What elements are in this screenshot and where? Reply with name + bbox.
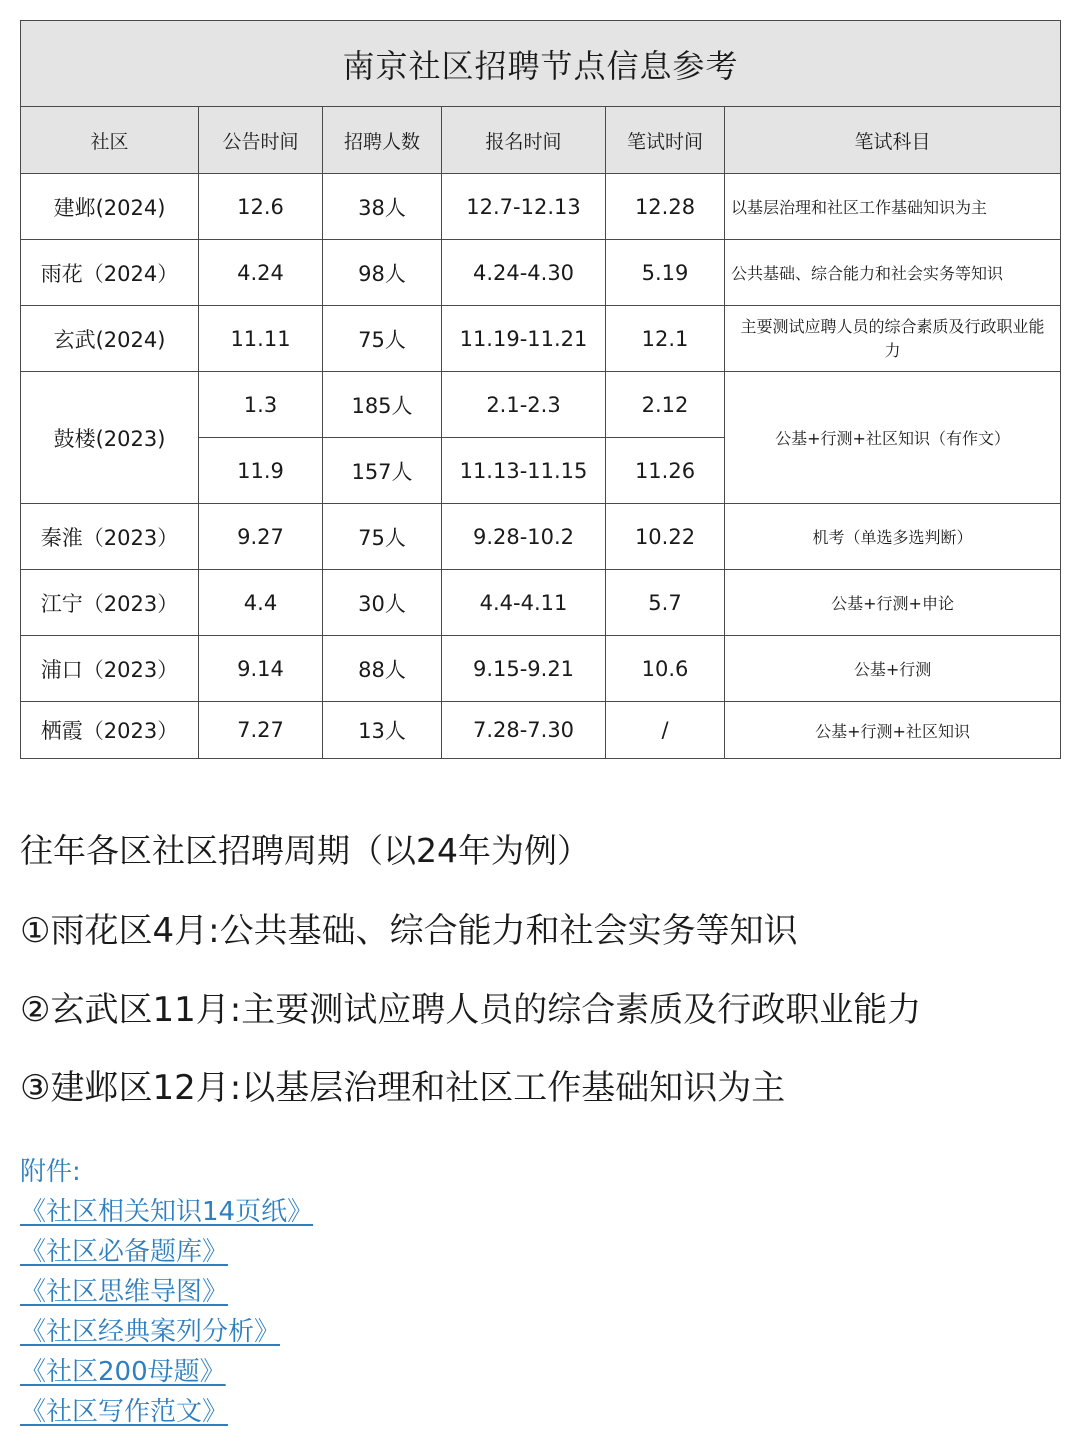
cell-count: 75人: [323, 504, 442, 570]
cell-community: 鼓楼(2023): [21, 372, 199, 504]
attachment-link-question-bank[interactable]: 《社区必备题库》: [20, 1237, 229, 1267]
cell-exam: 12.28: [606, 174, 725, 240]
cell-community: 浦口（2023）: [21, 636, 199, 702]
cell-community: 江宁（2023）: [21, 570, 199, 636]
attachments-label: 附件:: [20, 1157, 81, 1187]
cell-notice: 4.24: [199, 240, 323, 306]
cell-subject: 以基层治理和社区工作基础知识为主: [725, 174, 1061, 240]
cell-notice: 12.6: [199, 174, 323, 240]
cell-notice: 4.4: [199, 570, 323, 636]
cell-count: 98人: [323, 240, 442, 306]
cell-signup: 2.1-2.3: [442, 372, 606, 438]
table-row: [21, 306, 1061, 372]
attachment-link-case-analysis[interactable]: 《社区经典案列分析》: [20, 1317, 281, 1347]
cell-signup: 4.4-4.11: [442, 570, 606, 636]
cell-count: 30人: [323, 570, 442, 636]
col-header-signup-period: 报名时间: [442, 107, 606, 174]
attachment-link-mind-map[interactable]: 《社区思维导图》: [20, 1277, 229, 1307]
cell-exam: /: [606, 702, 725, 759]
cell-count: 157人: [323, 438, 442, 504]
cycle-item-yuhua: ①雨花区4月:公共基础、综合能力和社会实务等知识: [20, 911, 798, 951]
cell-community: 建邺(2024): [21, 174, 199, 240]
table-row: [21, 636, 1061, 702]
cell-notice: 1.3: [199, 372, 323, 438]
cell-subject: 公基+行测+申论: [725, 570, 1061, 636]
cell-subject: 公基+行测: [725, 636, 1061, 702]
table-row: [21, 570, 1061, 636]
cell-subject: 公基+行测+社区知识（有作文）: [725, 372, 1061, 504]
cell-subject: 公基+行测+社区知识: [725, 702, 1061, 759]
cell-exam: 10.6: [606, 636, 725, 702]
table-row: [21, 504, 1061, 570]
cell-exam: 12.1: [606, 306, 725, 372]
cell-community: 雨花（2024）: [21, 240, 199, 306]
cell-notice: 11.9: [199, 438, 323, 504]
table-row: [21, 240, 1061, 306]
table-header-row: [21, 107, 1061, 174]
cell-exam: 11.26: [606, 438, 725, 504]
cell-exam: 5.19: [606, 240, 725, 306]
cell-exam: 10.22: [606, 504, 725, 570]
cell-count: 75人: [323, 306, 442, 372]
cell-signup: 9.28-10.2: [442, 504, 606, 570]
cell-signup: 11.19-11.21: [442, 306, 606, 372]
cycle-heading: 往年各区社区招聘周期（以24年为例）: [20, 831, 590, 870]
col-header-exam-date: 笔试时间: [606, 107, 725, 174]
col-header-headcount: 招聘人数: [323, 107, 442, 174]
cell-signup: 9.15-9.21: [442, 636, 606, 702]
cell-notice: 9.14: [199, 636, 323, 702]
table-row: [21, 702, 1061, 759]
cycle-item-jianye: ③建邺区12月:以基层治理和社区工作基础知识为主: [20, 1068, 786, 1108]
cell-signup: 11.13-11.15: [442, 438, 606, 504]
recruitment-table: [20, 20, 1061, 759]
cell-subject: 主要测试应聘人员的综合素质及行政职业能力: [725, 306, 1061, 372]
cell-community: 栖霞（2023）: [21, 702, 199, 759]
cell-exam: 2.12: [606, 372, 725, 438]
cell-community: 秦淮（2023）: [21, 504, 199, 570]
cell-notice: 7.27: [199, 702, 323, 759]
cell-count: 185人: [323, 372, 442, 438]
cell-notice: 9.27: [199, 504, 323, 570]
table-row: [21, 174, 1061, 240]
attachments-section: [20, 1152, 313, 1432]
table-row: [21, 372, 1061, 438]
cell-count: 88人: [323, 636, 442, 702]
cell-count: 38人: [323, 174, 442, 240]
cell-notice: 11.11: [199, 306, 323, 372]
col-header-notice-date: 公告时间: [199, 107, 323, 174]
cell-subject: 公共基础、综合能力和社会实务等知识: [725, 240, 1061, 306]
cell-signup: 12.7-12.13: [442, 174, 606, 240]
cell-signup: 4.24-4.30: [442, 240, 606, 306]
cell-community: 玄武(2024): [21, 306, 199, 372]
cell-exam: 5.7: [606, 570, 725, 636]
col-header-community: 社区: [21, 107, 199, 174]
attachment-link-writing-samples[interactable]: 《社区写作范文》: [20, 1397, 229, 1427]
cell-signup: 7.28-7.30: [442, 702, 606, 759]
cell-count: 13人: [323, 702, 442, 759]
table-title: 南京社区招聘节点信息参考: [21, 21, 1061, 107]
attachment-link-200-questions[interactable]: 《社区200母题》: [20, 1357, 226, 1387]
cell-subject: 机考（单选多选判断）: [725, 504, 1061, 570]
cycle-item-xuanwu: ②玄武区11月:主要测试应聘人员的综合素质及行政职业能力: [20, 990, 922, 1030]
attachment-link-knowledge-14-pages[interactable]: 《社区相关知识14页纸》: [20, 1197, 314, 1227]
col-header-exam-subject: 笔试科目: [725, 107, 1061, 174]
